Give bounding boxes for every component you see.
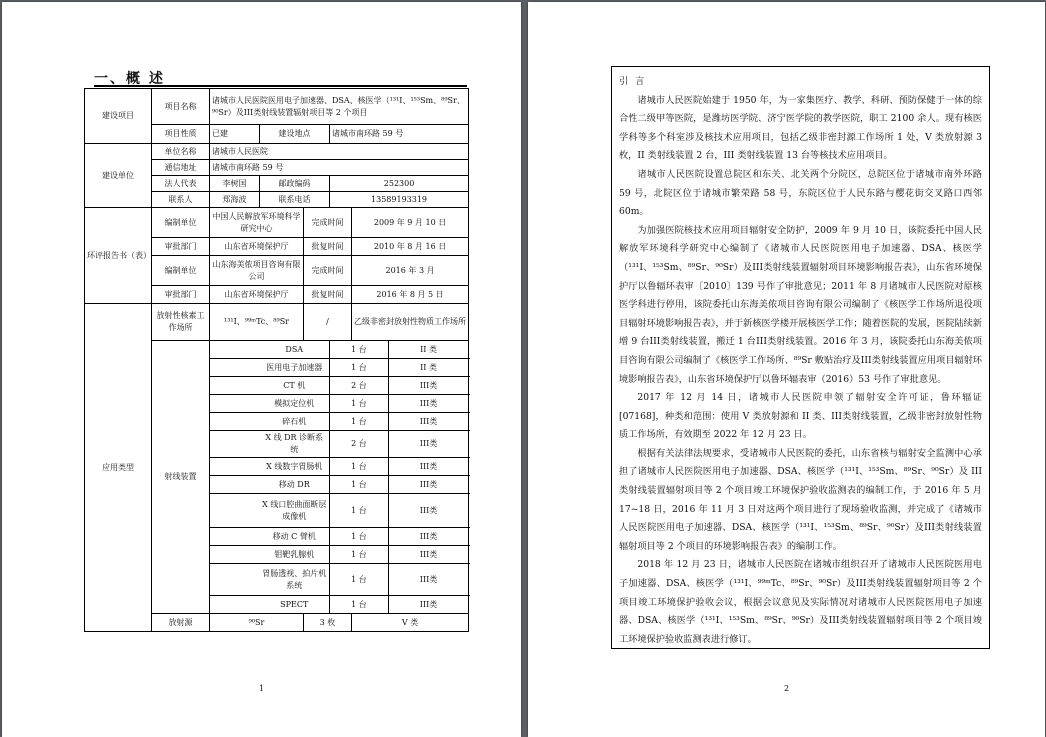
row-header-eia: 环评报告书（表） [85,208,152,304]
device-name: 医用电子加速器 [260,359,330,377]
field-label: 邮政编码 [260,176,330,192]
paragraph: 根据有关法律法规要求，受诸城市人民医院的委托，山东省核与辐射安全监测中心承担了诸城市人民医院医用电子加速器、DSA、核医学（¹³¹I、¹⁵³Sm、⁸⁹Sr、⁹⁰Sr）及 III类射线装置辐射项目等 2 个项目竣工环境保护验收监测表的编制工作，于 2016 年 5 月 17~18 日，2016 年 11 月 3 日对这两个项目进行了现场验收监测，并完成了《诸城市人民医院医用电子加速器、DSA、核医学（¹³¹I、¹⁵³Sm、⁸⁹Sr、⁹⁰Sr）及III类射线装置辐射项目等 2 个项目的环境影响报告表》的编制工作。 [619,447,982,552]
introduction-heading: 引 言 [619,76,647,87]
device-class: II 类 [389,359,469,377]
field-label: 审批部门 [152,286,210,304]
device-name: 胃肠透视、拍片机系统 [260,564,330,596]
page-number: 1 [258,684,265,693]
device-class: III类 [389,564,469,596]
field-label: 完成时间 [304,256,352,286]
source-class: V 类 [352,614,469,632]
eia-date-value: 2010 年 8 月 16 日 [352,238,469,256]
device-name: CT 机 [260,377,330,395]
device-name: 碎石机 [260,413,330,431]
project-name-value: 诸城市人民医院医用电子加速器、DSA、核医学（¹³¹I、¹⁵³Sm、⁸⁹Sr、⁹⁰Sr）及III类射线装置辐射项目等 2 个项目 [210,89,469,125]
paragraph: 2017 年 12 月 14 日，诸城市人民医院申领了辐射安全许可证，鲁环辐证[07168]，种类和范围：使用 V 类放射源和 II 类、III类射线装置，乙级非密封放射性物质工作场所，有效期至 2022 年 12 月 23 日。 [619,392,982,441]
blank-cell [210,413,260,431]
field-label: 放射源 [152,614,210,632]
device-name: 移动 C 臂机 [260,528,330,546]
blank-cell [210,395,260,413]
blank-cell [210,458,260,476]
device-class: III类 [389,395,469,413]
table-row [85,144,469,160]
field-label: 批复时间 [304,286,352,304]
nuclides-value: ¹³¹I、⁹⁹ᵐTc、⁸⁹Sr [210,304,304,341]
blank-cell [210,431,260,458]
eia-date-value: 2016 年 8 月 5 日 [352,286,469,304]
unit-address-value: 诸城市南环路 59 号 [210,160,469,176]
device-name: 移动 DR [260,476,330,494]
row-header-project: 建设项目 [85,89,152,144]
blank-cell [210,564,260,596]
paragraph: 2018 年 12 月 23 日，诸城市人民医院在诸城市组织召开了诸城市人民医院医用电子加速器、DSA、核医学（¹³¹I、⁹⁹ᵐTc、⁸⁹Sr、⁹⁰Sr）及III类射线装置辐射项目等 2 个项目竣工环境保护验收会议，根据会议意见及实际情况对诸城市人民医院医用电子加速器、DSA、核医学（¹³¹I、¹⁵³Sm、⁸⁹Sr、⁹⁰Sr）及III类射线装置辐射项目等 2 个项目竣工环境保护验收监测表进行修订。 [619,559,982,645]
count-value: / [304,304,352,341]
source-count: 3 枚 [304,614,352,632]
device-class: III类 [389,596,469,614]
field-label: 单位名称 [152,144,210,160]
paragraph: 为加强医院核技术应用项目辐射安全防护，2009 年 9 月 10 日，该院委托中国人民解放军环境科学研究中心编制了《诸城市人民医院医用电子加速器、DSA、核医学（¹³¹I、¹⁵³Sm、⁸⁹Sr、⁹⁰Sr）及III类射线装置辐射项目环境影响报告表》，山东省环境保护厅以鲁辐环表审〔2010〕139 号作了审批意见；2011 年 8 月诸城市人民医院对原核医学科进行停用，该院委托山东海美侬项目咨询有限公司编制了《核医学工作场所退役项目辐射环境影响报告表》，并于新核医学楼开展核医学工作；随着医院的发展，医院陆续新增 9 台III类射线装置，搬迁 1 台III类射线装置。2016 年 3 月，该院委托山东海美侬项目咨询有限公司编制了《核医学工作场所、⁸⁹Sr 敷贴治疗及III类射线装置应用项目辐射环境影响报告表》，山东省环境保护厅以鲁环辐表审（2016）53 号作了审批意见。 [619,224,982,385]
device-count: 1 台 [330,413,389,431]
field-label: 射线装置 [152,341,210,614]
device-count: 1 台 [330,359,389,377]
field-label: 通信地址 [152,160,210,176]
blank-cell [210,476,260,494]
field-label: 法人代表 [152,176,210,192]
device-class: III类 [389,476,469,494]
device-count: 1 台 [330,458,389,476]
field-label: 审批部门 [152,238,210,256]
field-label: 项目名称 [152,89,210,125]
field-label: 编制单位 [152,208,210,238]
section-title: 一、概 述 [94,71,165,87]
field-label: 项目性质 [152,125,210,144]
blank-cell [210,377,260,395]
device-name: X 线数字胃肠机 [260,458,330,476]
table-row [85,89,469,125]
table-row [85,304,469,341]
document-page-2 [528,2,1045,737]
field-label: 编制单位 [152,256,210,286]
row-header-application: 应用类型 [85,304,152,632]
device-name: X 线口腔曲面断层成像机 [260,494,330,528]
blank-cell [210,546,260,564]
overview-table [84,88,469,632]
class-value: 乙级非密封放射性物质工作场所 [352,304,469,341]
device-class: III类 [389,494,469,528]
device-count: 1 台 [330,341,389,359]
blank-cell [210,359,260,377]
eia-date-value: 2009 年 9 月 10 日 [352,208,469,238]
source-name: ⁹⁰Sr [210,614,304,632]
field-label: 放射性核素工作场所 [152,304,210,341]
device-count: 1 台 [330,564,389,596]
field-label: 联系人 [152,192,210,208]
title-rule [94,85,467,87]
device-count: 1 台 [330,476,389,494]
device-count: 1 台 [330,528,389,546]
field-label: 完成时间 [304,208,352,238]
project-location-value: 诸城市南环路 59 号 [330,125,469,144]
paragraph: 诸城市人民医院始建于 1950 年，为一家集医疗、教学、科研、预防保健于一体的综合性二级甲等医院，是潍坊医学院、济宁医学院的教学医院，职工 2100 余人。现有核医学科等多个科室涉及核技术应用项目，包括乙级非密封源工作场所 1 处，V 类放射源 3 枚，II 类射线装置 2 台，III 类射线装置 13 台等核技术应用项目。 [619,94,982,162]
blank-cell [210,341,260,359]
legal-rep-value: 李树国 [210,176,260,192]
blank-cell [210,494,260,528]
device-count: 1 台 [330,494,389,528]
device-class: II 类 [389,341,469,359]
field-label: 联系电话 [260,192,330,208]
field-label: 批复时间 [304,238,352,256]
document-page-1 [2,2,521,737]
device-count: 1 台 [330,546,389,564]
device-name: SPECT [260,596,330,614]
device-name: 钼靶乳腺机 [260,546,330,564]
device-count: 1 台 [330,596,389,614]
eia-value: 山东省环境保护厅 [210,238,304,256]
row-header-unit: 建设单位 [85,144,152,208]
phone-value: 13589193319 [330,192,469,208]
eia-value: 山东海美侬项目咨询有限公司 [210,256,304,286]
introduction-box [611,66,990,649]
device-name: DSA [260,341,330,359]
eia-value: 山东省环境保护厅 [210,286,304,304]
device-name: X 线 DR 诊断系统 [260,431,330,458]
unit-name-value: 诸城市人民医院 [210,144,469,160]
field-label: 建设地点 [260,125,330,144]
eia-value: 中国人民解放军环境科学研究中心 [210,208,304,238]
project-nature-value: 已建 [210,125,260,144]
device-class: III类 [389,431,469,458]
blank-cell [210,528,260,546]
device-count: 1 台 [330,395,389,413]
postcode-value: 252300 [330,176,469,192]
device-count: 2 台 [330,431,389,458]
device-class: III类 [389,413,469,431]
device-class: III类 [389,528,469,546]
device-count: 2 台 [330,377,389,395]
contact-value: 郑海波 [210,192,260,208]
eia-date-value: 2016 年 3 月 [352,256,469,286]
device-class: III类 [389,377,469,395]
device-class: III类 [389,458,469,476]
device-class: III类 [389,546,469,564]
blank-cell [210,596,260,614]
device-name: 模拟定位机 [260,395,330,413]
paragraph: 诸城市人民医院设置总院区和东关、北关两个分院区，总院区位于诸城市南外环路 59 号，北院区位于诸城市繁荣路 58 号，东院区位于人民东路与樱花街交叉路口西邻 60m。 [619,168,982,218]
page-number: 2 [783,684,790,693]
table-row [85,208,469,238]
